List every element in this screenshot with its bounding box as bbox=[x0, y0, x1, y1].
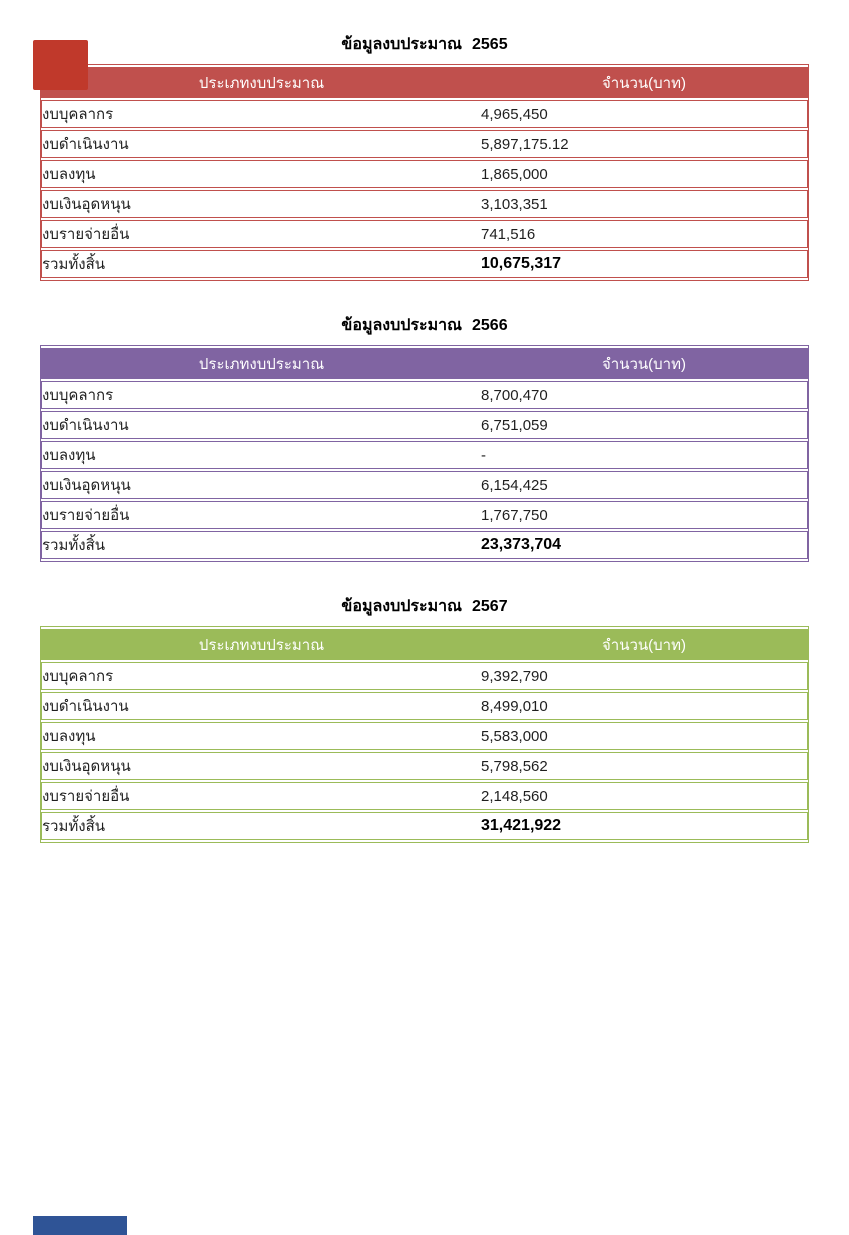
budget-section-2567 bbox=[0, 597, 849, 843]
table-row bbox=[41, 662, 808, 690]
table-total-row bbox=[41, 531, 808, 559]
row-label: งบดำเนินงาน bbox=[41, 130, 481, 158]
total-amount: 23,373,704 bbox=[481, 531, 808, 559]
section-title-year: 2567 bbox=[472, 598, 508, 615]
row-amount: 8,499,010 bbox=[481, 692, 808, 720]
budget-table-2565 bbox=[40, 64, 809, 281]
row-label: งบลงทุน bbox=[41, 160, 481, 188]
row-amount: 8,700,470 bbox=[481, 381, 808, 409]
budget-section-2566 bbox=[0, 316, 849, 562]
table-row bbox=[41, 501, 808, 529]
row-label: งบรายจ่ายอื่น bbox=[41, 220, 481, 248]
row-amount: - bbox=[481, 441, 808, 469]
table-row bbox=[41, 190, 808, 218]
row-label: งบดำเนินงาน bbox=[41, 411, 481, 439]
table-row bbox=[41, 220, 808, 248]
row-amount: 741,516 bbox=[481, 220, 808, 248]
row-amount: 5,583,000 bbox=[481, 722, 808, 750]
row-amount: 2,148,560 bbox=[481, 782, 808, 810]
row-amount: 6,751,059 bbox=[481, 411, 808, 439]
row-label: งบลงทุน bbox=[41, 722, 481, 750]
row-label: งบเงินอุดหนุน bbox=[41, 471, 481, 499]
table-row bbox=[41, 381, 808, 409]
section-title-label: ข้อมูลงบประมาณ bbox=[341, 36, 462, 53]
table-total-row bbox=[41, 812, 808, 840]
blue-footer-bar bbox=[33, 1216, 127, 1235]
row-amount: 1,865,000 bbox=[481, 160, 808, 188]
budget-table-2566 bbox=[40, 345, 809, 562]
row-amount: 3,103,351 bbox=[481, 190, 808, 218]
row-amount: 1,767,750 bbox=[481, 501, 808, 529]
table-row bbox=[41, 752, 808, 780]
table-row bbox=[41, 130, 808, 158]
section-title-label: ข้อมูลงบประมาณ bbox=[341, 317, 462, 334]
table-header-row bbox=[41, 629, 808, 660]
budget-section-2565 bbox=[0, 35, 849, 281]
table-row bbox=[41, 160, 808, 188]
table-row bbox=[41, 441, 808, 469]
row-amount: 5,798,562 bbox=[481, 752, 808, 780]
row-amount: 9,392,790 bbox=[481, 662, 808, 690]
column-header-type: ประเภทงบประมาณ bbox=[41, 348, 481, 379]
table-row bbox=[41, 411, 808, 439]
budget-table-2567 bbox=[40, 626, 809, 843]
row-label: งบดำเนินงาน bbox=[41, 692, 481, 720]
column-header-amount: จำนวน(บาท) bbox=[481, 67, 808, 98]
total-label: รวมทั้งสิ้น bbox=[41, 531, 481, 559]
section-title-label: ข้อมูลงบประมาณ bbox=[341, 598, 462, 615]
row-label: งบรายจ่ายอื่น bbox=[41, 501, 481, 529]
total-amount: 10,675,317 bbox=[481, 250, 808, 278]
table-header-row bbox=[41, 348, 808, 379]
table-total-row bbox=[41, 250, 808, 278]
row-amount: 6,154,425 bbox=[481, 471, 808, 499]
red-corner-shape bbox=[33, 40, 88, 90]
section-title-2566 bbox=[0, 316, 849, 336]
row-label: งบบุคลากร bbox=[41, 662, 481, 690]
section-title-2565 bbox=[0, 35, 849, 55]
total-label: รวมทั้งสิ้น bbox=[41, 250, 481, 278]
section-title-2567 bbox=[0, 597, 849, 617]
table-row bbox=[41, 782, 808, 810]
total-amount: 31,421,922 bbox=[481, 812, 808, 840]
row-label: งบเงินอุดหนุน bbox=[41, 190, 481, 218]
total-label: รวมทั้งสิ้น bbox=[41, 812, 481, 840]
row-amount: 4,965,450 bbox=[481, 100, 808, 128]
row-amount: 5,897,175.12 bbox=[481, 130, 808, 158]
row-label: งบบุคลากร bbox=[41, 100, 481, 128]
table-row bbox=[41, 692, 808, 720]
table-row bbox=[41, 100, 808, 128]
column-header-amount: จำนวน(บาท) bbox=[481, 629, 808, 660]
section-title-year: 2566 bbox=[472, 317, 508, 334]
table-header-row bbox=[41, 67, 808, 98]
column-header-amount: จำนวน(บาท) bbox=[481, 348, 808, 379]
row-label: งบรายจ่ายอื่น bbox=[41, 782, 481, 810]
column-header-type: ประเภทงบประมาณ bbox=[41, 629, 481, 660]
row-label: งบเงินอุดหนุน bbox=[41, 752, 481, 780]
row-label: งบบุคลากร bbox=[41, 381, 481, 409]
section-title-year: 2565 bbox=[472, 36, 508, 53]
table-row bbox=[41, 722, 808, 750]
row-label: งบลงทุน bbox=[41, 441, 481, 469]
table-row bbox=[41, 471, 808, 499]
column-header-type: ประเภทงบประมาณ bbox=[41, 67, 481, 98]
